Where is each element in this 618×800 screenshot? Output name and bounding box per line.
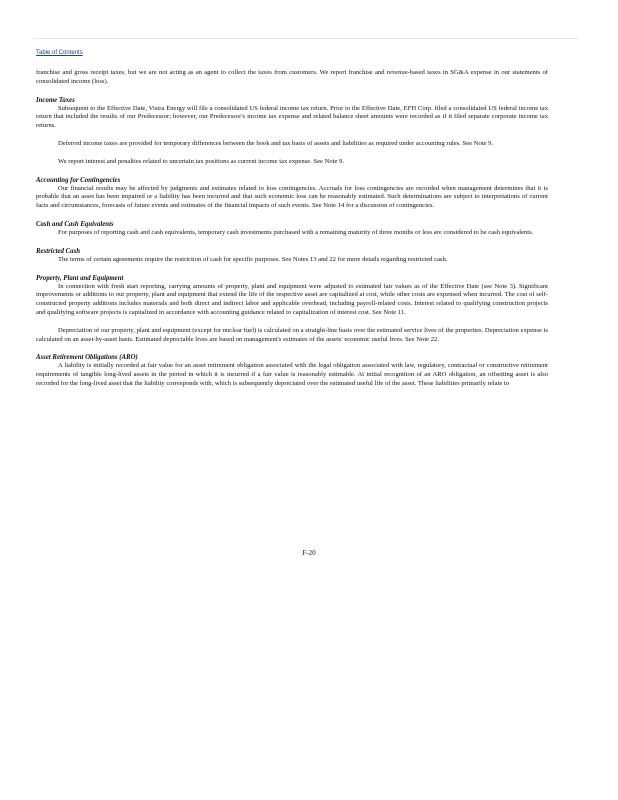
income-taxes-paragraph-2: Deferred income taxes are provided for temporary differences between the book and tax basis of assets and liabilities as required under accounting rules. See Note 9. [58, 139, 494, 147]
cash-paragraph: For purposes of reporting cash and cash equivalents, temporary cash investments purchased with a remaining maturity of three months or less are considered to be cash equivalents. [58, 228, 534, 236]
intro-paragraph: franchise and gross receipt taxes, but we are not acting as an agent to collect the taxes from customers. We report franchise and revenue-based taxes in SG&A expense in our statements of consolidated income (loss). [36, 69, 548, 85]
table-of-contents-link[interactable]: Table of Contents [36, 50, 83, 56]
header-divider [33, 38, 578, 39]
section-heading-ppe: Property, Plant and Equipment [36, 274, 124, 282]
section-heading-restricted-cash: Restricted Cash [36, 247, 80, 255]
section-heading-aro: Asset Retirement Obligations (ARO) [36, 354, 138, 362]
ppe-paragraph-2: Depreciation of our property, plant and equipment (except for nuclear fuel) is calculated on a straight-line basis over the estimated service lives of the properties. Depreciation expense is calculated on an asset-by-asset basis. Estimated depreciable lives are based on management's estimates of the assets' economic useful lives. See Note 22. [36, 326, 548, 343]
contingencies-paragraph: Our financial results may be affected by judgments and estimates related to loss contingencies. Accruals for loss contingencies are recorded when management determines that it is probable that an asset has been impaired or a liability has been incurred and that such economic loss can be reasonably estimated. Such determinations are subject to interpretations of current facts and circumstances, forecasts of future events and estimates of the financial impacts of such events. See Note 14 for a discussion of contingencies. [36, 184, 548, 210]
section-heading-contingencies: Accounting for Contingencies [36, 176, 121, 184]
income-taxes-paragraph-1: Subsequent to the Effective Date, Vistra Energy will file a consolidated US federal income tax return. Prior to the Effective Date, EFH Corp. filed a consolidated US federal income tax return that included the results of our Predecessor; however, our Predecessor's income tax expense and related balance sheet amounts were recorded as if it filed separate corporate income tax returns. [36, 104, 548, 130]
aro-paragraph: A liability is initially recorded at fair value for an asset retirement obligation associated with the legal obligation associated with law, regulatory, contractual or constructive retirement requirements of tangible long-lived assets in the period in which it is incurred if a fair value is reasonably estimable. At initial recognition of an ARO obligation, an offsetting asset is also recorded for the long-lived asset that the liability corresponds with, which is subsequently depreciated over the estimated useful life of the asset. These liabilities primarily relate to [36, 362, 548, 387]
page-number: F-20 [302, 549, 316, 557]
document-body [36, 69, 548, 389]
restricted-cash-paragraph: The terms of certain agreements require the restriction of cash for specific purposes. See Notes 13 and 22 for more details regarding restricted cash. [58, 255, 448, 263]
section-heading-cash: Cash and Cash Equivalents [36, 220, 114, 228]
section-heading-income-taxes: Income Taxes [36, 96, 75, 104]
ppe-paragraph-1: In connection with fresh start reporting, carrying amounts of property, plant and equipment were adjusted to estimated fair values as of the Effective Date (see Note 3). Significant improvements or additions to our property, plant and equipment that extend the life of the respective asset are capitalized at cost, while other costs are expensed when incurred. The cost of self-constructed property additions includes materials and both direct and indirect labor and applicable overhead, including payroll-related costs. Interest related to qualifying construction projects and qualifying software projects is capitalized in accordance with accounting guidance related to capitalization of interest cost. See Note 11. [36, 282, 548, 316]
income-taxes-paragraph-3: We report interest and penalties related to uncertain tax positions as current income tax expense. See Note 9. [58, 157, 345, 165]
